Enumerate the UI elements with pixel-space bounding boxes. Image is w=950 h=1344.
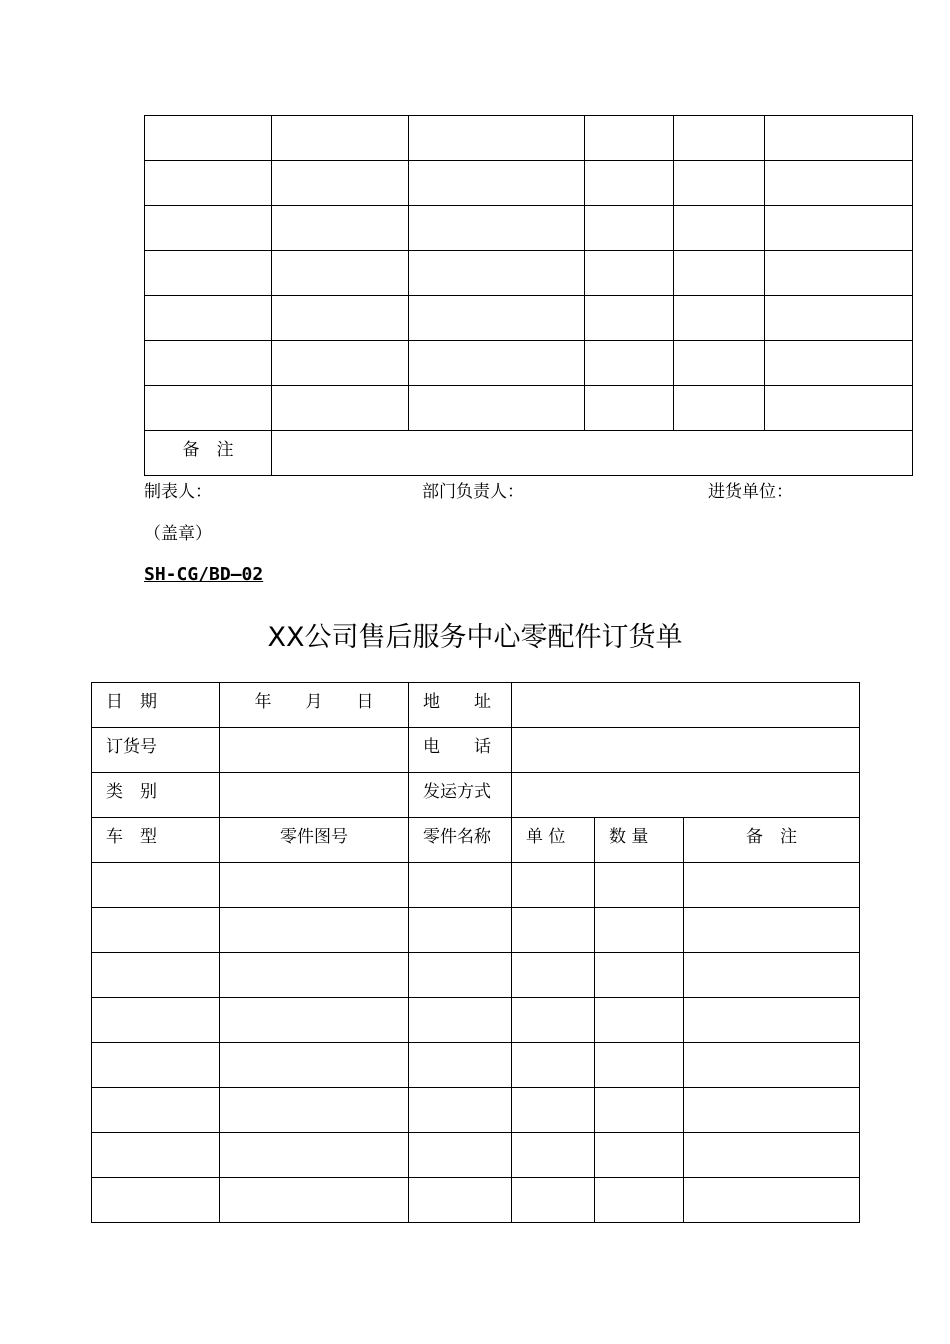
phone-field[interactable] xyxy=(512,728,860,773)
table-cell[interactable] xyxy=(92,1133,220,1178)
table-cell[interactable] xyxy=(272,161,409,206)
table-cell[interactable] xyxy=(409,161,585,206)
category-row xyxy=(92,773,860,818)
col-header-label: 备 注 xyxy=(746,827,797,847)
table-cell[interactable] xyxy=(595,998,684,1043)
col-header-remarks xyxy=(684,818,860,863)
supplier-label: 进货单位： xyxy=(708,482,793,502)
col-header-vehicle xyxy=(92,818,220,863)
table-cell[interactable] xyxy=(512,863,595,908)
table-cell[interactable] xyxy=(409,206,585,251)
date-value-cell[interactable] xyxy=(220,683,409,728)
table-cell[interactable] xyxy=(585,206,674,251)
date-row xyxy=(92,683,860,728)
table-cell[interactable] xyxy=(145,206,272,251)
column-header-row xyxy=(92,818,860,863)
table-cell[interactable] xyxy=(409,1178,512,1223)
col-header-label: 单 位 xyxy=(526,827,566,847)
table-cell[interactable] xyxy=(765,341,913,386)
date-label: 日 期 xyxy=(106,692,157,712)
upper-order-table xyxy=(144,115,913,476)
order-item-row xyxy=(92,1133,860,1178)
table-cell[interactable] xyxy=(512,908,595,953)
table-cell[interactable] xyxy=(512,1178,595,1223)
table-cell[interactable] xyxy=(585,161,674,206)
table-cell[interactable] xyxy=(512,1043,595,1088)
table-cell[interactable] xyxy=(674,296,765,341)
address-label-cell xyxy=(409,683,512,728)
order-item-row xyxy=(92,998,860,1043)
table-cell[interactable] xyxy=(585,296,674,341)
order-item-row xyxy=(92,1043,860,1088)
table-cell[interactable] xyxy=(409,1133,512,1178)
order-form-table xyxy=(91,682,860,1223)
upper-table-row xyxy=(145,341,913,386)
table-cell[interactable] xyxy=(220,998,409,1043)
table-cell[interactable] xyxy=(92,1178,220,1223)
col-header-unit xyxy=(512,818,595,863)
table-cell[interactable] xyxy=(409,908,512,953)
upper-table-row xyxy=(145,206,913,251)
table-cell[interactable] xyxy=(409,953,512,998)
table-cell[interactable] xyxy=(409,386,585,431)
table-cell[interactable] xyxy=(674,386,765,431)
table-cell[interactable] xyxy=(684,863,860,908)
upper-table-row xyxy=(145,251,913,296)
table-cell[interactable] xyxy=(92,953,220,998)
table-cell[interactable] xyxy=(585,116,674,161)
table-cell[interactable] xyxy=(272,386,409,431)
table-cell[interactable] xyxy=(92,863,220,908)
table-cell[interactable] xyxy=(585,251,674,296)
table-cell[interactable] xyxy=(512,953,595,998)
document-code: SH-CG/BD—02 xyxy=(144,564,264,585)
remarks-label: 备 注 xyxy=(182,440,234,460)
seal-label: （盖章） xyxy=(144,524,212,544)
table-cell[interactable] xyxy=(220,908,409,953)
order-item-row xyxy=(92,908,860,953)
col-header-part-name xyxy=(409,818,512,863)
order-no-row xyxy=(92,728,860,773)
table-cell[interactable] xyxy=(595,908,684,953)
table-cell[interactable] xyxy=(512,1133,595,1178)
order-no-label: 订货号 xyxy=(106,737,157,757)
table-cell[interactable] xyxy=(145,296,272,341)
shipping-label-cell xyxy=(409,773,512,818)
order-item-row xyxy=(92,863,860,908)
table-cell[interactable] xyxy=(220,953,409,998)
table-cell[interactable] xyxy=(684,953,860,998)
col-header-label: 数 量 xyxy=(609,827,649,847)
shipping-field[interactable] xyxy=(512,773,860,818)
phone-label-cell xyxy=(409,728,512,773)
table-cell[interactable] xyxy=(220,1043,409,1088)
table-cell[interactable] xyxy=(595,953,684,998)
order-no-field[interactable] xyxy=(220,728,409,773)
table-cell[interactable] xyxy=(684,998,860,1043)
table-cell[interactable] xyxy=(409,251,585,296)
table-cell[interactable] xyxy=(595,1178,684,1223)
table-cell[interactable] xyxy=(272,206,409,251)
table-cell[interactable] xyxy=(595,1043,684,1088)
table-cell[interactable] xyxy=(674,206,765,251)
category-field[interactable] xyxy=(220,773,409,818)
table-cell[interactable] xyxy=(92,998,220,1043)
table-cell[interactable] xyxy=(674,161,765,206)
table-cell[interactable] xyxy=(272,116,409,161)
table-cell[interactable] xyxy=(145,116,272,161)
table-cell[interactable] xyxy=(409,1088,512,1133)
col-header-label: 车 型 xyxy=(106,827,157,847)
table-cell[interactable] xyxy=(145,341,272,386)
table-cell[interactable] xyxy=(585,386,674,431)
table-cell[interactable] xyxy=(409,998,512,1043)
table-cell[interactable] xyxy=(92,1088,220,1133)
table-cell[interactable] xyxy=(684,908,860,953)
table-cell[interactable] xyxy=(595,1133,684,1178)
table-cell[interactable] xyxy=(512,998,595,1043)
table-cell[interactable] xyxy=(674,116,765,161)
order-item-row xyxy=(92,1178,860,1223)
category-label-cell xyxy=(92,773,220,818)
table-cell[interactable] xyxy=(92,1043,220,1088)
table-cell[interactable] xyxy=(272,341,409,386)
date-label-cell xyxy=(92,683,220,728)
table-cell[interactable] xyxy=(220,863,409,908)
remarks-row xyxy=(145,431,913,476)
table-cell[interactable] xyxy=(145,161,272,206)
table-cell[interactable] xyxy=(409,863,512,908)
upper-table-row xyxy=(145,161,913,206)
phone-label: 电 话 xyxy=(423,737,491,757)
table-cell[interactable] xyxy=(684,1043,860,1088)
table-cell[interactable] xyxy=(92,908,220,953)
table-cell[interactable] xyxy=(585,341,674,386)
address-field[interactable] xyxy=(512,683,860,728)
remarks-label-cell xyxy=(145,431,272,476)
table-cell[interactable] xyxy=(765,116,913,161)
preparer-label: 制表人： xyxy=(144,482,212,502)
col-header-label: 零件图号 xyxy=(280,827,348,847)
table-cell[interactable] xyxy=(765,161,913,206)
table-cell[interactable] xyxy=(765,386,913,431)
table-cell[interactable] xyxy=(409,1043,512,1088)
dept-head-label: 部门负责人： xyxy=(422,482,524,502)
order-no-label-cell xyxy=(92,728,220,773)
table-cell[interactable] xyxy=(145,251,272,296)
table-cell[interactable] xyxy=(409,116,585,161)
col-header-quantity xyxy=(595,818,684,863)
table-cell[interactable] xyxy=(220,1088,409,1133)
table-cell[interactable] xyxy=(512,1088,595,1133)
col-header-part-drawing-no xyxy=(220,818,409,863)
table-cell[interactable] xyxy=(684,1133,860,1178)
table-cell[interactable] xyxy=(220,1133,409,1178)
address-label: 地 址 xyxy=(423,692,491,712)
table-cell[interactable] xyxy=(220,1178,409,1223)
category-label: 类 别 xyxy=(106,782,157,802)
upper-table-row xyxy=(145,296,913,341)
upper-table-row xyxy=(145,116,913,161)
order-item-row xyxy=(92,1088,860,1133)
table-cell[interactable] xyxy=(674,341,765,386)
table-cell[interactable] xyxy=(145,386,272,431)
table-cell[interactable] xyxy=(765,206,913,251)
table-cell[interactable] xyxy=(674,251,765,296)
table-cell[interactable] xyxy=(272,296,409,341)
remarks-cell[interactable] xyxy=(272,431,913,476)
table-cell[interactable] xyxy=(765,251,913,296)
table-cell[interactable] xyxy=(595,863,684,908)
table-cell[interactable] xyxy=(595,1088,684,1133)
col-header-label: 零件名称 xyxy=(423,827,491,847)
table-cell[interactable] xyxy=(765,296,913,341)
table-cell[interactable] xyxy=(409,296,585,341)
table-cell[interactable] xyxy=(409,341,585,386)
page-title: XX公司售后服务中心零配件订货单 xyxy=(267,622,683,653)
date-value: 年 月 日 xyxy=(254,692,374,712)
order-item-row xyxy=(92,953,860,998)
table-cell[interactable] xyxy=(272,251,409,296)
upper-table-row xyxy=(145,386,913,431)
table-cell[interactable] xyxy=(684,1178,860,1223)
table-cell[interactable] xyxy=(684,1088,860,1133)
shipping-label: 发运方式 xyxy=(423,782,491,802)
